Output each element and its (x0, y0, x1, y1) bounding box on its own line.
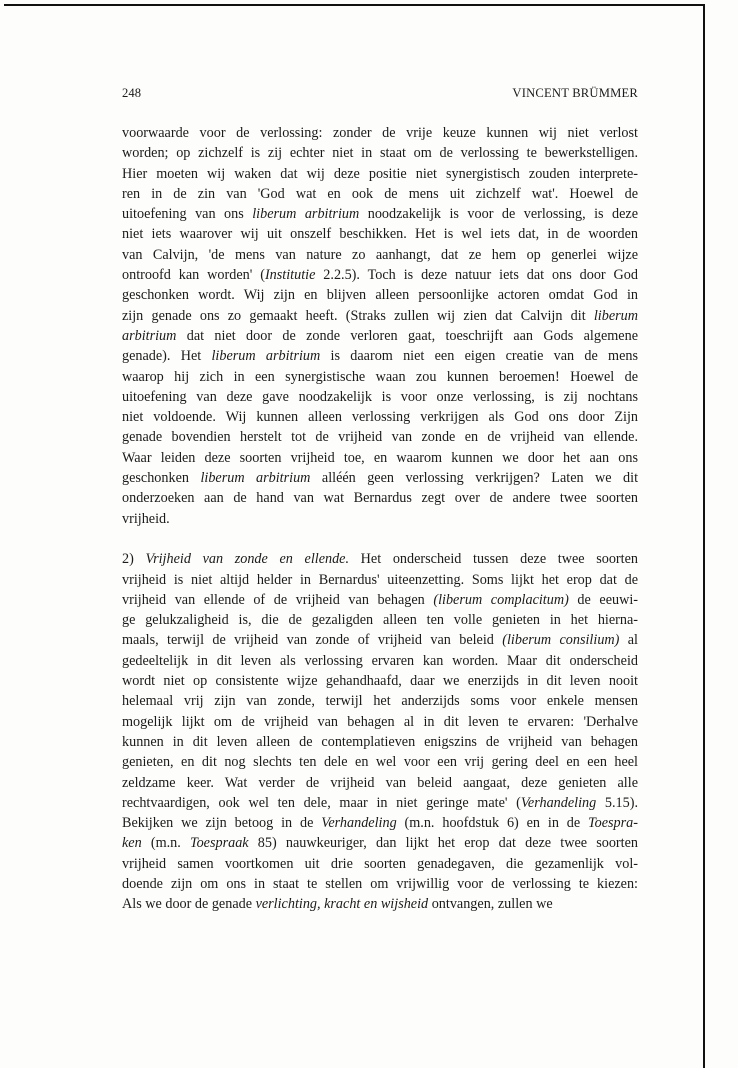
text-run: genade). Het (122, 348, 212, 365)
text-line (122, 854, 638, 874)
italic-text: ken (122, 835, 142, 852)
text-run: 5.15). (596, 794, 638, 811)
italic-text: Vrijheid van zonde en ellende. (145, 551, 350, 568)
text-run: zijn genade ons zo gemaakt heeft. (Straks zullen wij zien dat Calvijn dit (122, 307, 594, 324)
page-number: 248 (122, 86, 142, 100)
text-run: Bekijken we zijn betoog in de (122, 815, 322, 832)
text-line (122, 590, 638, 610)
text-run: noodzakelijk is voor de verlossing, is deze (359, 206, 639, 223)
text-line (122, 732, 638, 752)
text-run: geschonken (122, 470, 201, 487)
italic-text: (liberum complacitum) (433, 591, 569, 608)
italic-text: Institutie (264, 267, 316, 284)
text-run: uitoefening van ons (122, 206, 253, 223)
text-run: genieten, en dit nog slechts ten dele en wel voor een vrij gering deel en een heel (122, 754, 638, 771)
text-run: is daarom niet een eigen creatie van de mens (320, 348, 639, 365)
text-run: van Calvijn, 'de mens van nature zo aanhangt, dat ze hem op generlei wijze (122, 246, 638, 263)
italic-text: Verhandeling (520, 794, 597, 811)
text-line (122, 712, 638, 732)
text-run: Als we door de genade (122, 896, 256, 913)
text-run: maals, terwijl de vrijheid van zonde of vrijheid van beleid (122, 632, 503, 649)
text-run: ontroofd kan worden' ( (122, 267, 265, 284)
text-run: niet iets waarover wij uit onszelf beschikken. Het is wel iets dat, in de woorden (122, 226, 638, 243)
text-line (122, 143, 638, 163)
italic-text: arbitrium (122, 327, 177, 344)
text-run: Het onderscheid tussen deze twee soorten (349, 551, 638, 568)
text-run: doende zijn om ons in staat te stellen om vrijwillig voor de verlossing te kiezen: (122, 875, 638, 892)
running-head-author: VINCENT BRÜMMER (512, 86, 638, 100)
text-line (122, 346, 638, 366)
italic-text: liberum arbitrium (252, 206, 360, 223)
text-line (122, 224, 638, 244)
text-run: ontvangen, zullen we (428, 896, 553, 913)
text-run: helemaal vrij zijn van zonde, terwijl het anderzijds soms voor enkele mensen (122, 693, 638, 710)
text-run: alléén geen verlossing verkrijgen? Laten we dit (310, 470, 639, 487)
text-run: niet voldoende. Wij kunnen alleen verlossing verkrijgen als God ons door Zijn (122, 409, 638, 426)
text-run: voorwaarde voor de verlossing: zonder de vrije keuze kunnen wij niet verlost (122, 125, 638, 141)
text-run: ren in de zin van 'God wat en ook de mens uit zichzelf wat'. Hoewel de (122, 185, 638, 202)
text-run: uitoefening van deze gave noodzakelijk is voor onze verlossing, is zij nochtans (122, 388, 638, 405)
italic-text: Toespraak (190, 835, 249, 852)
text-line (122, 570, 638, 590)
text-line (122, 691, 638, 711)
text-line (122, 265, 638, 285)
text-line (122, 874, 638, 894)
text-run: 2.2.5). Toch is deze natuur iets dat ons door God (315, 267, 638, 284)
text-line (122, 204, 638, 224)
text-run: (m.n. hoofdstuk 6) en in de (396, 815, 589, 832)
text-run: waarop hij zich in een synergistische waan zou kunnen beroemen! Hoewel de (122, 368, 638, 385)
text-line (122, 793, 638, 813)
text-line (122, 245, 638, 265)
text-run: genade bovendien herstelt tot de vrijheid van zonde en de vrijheid van ellende. (122, 429, 638, 446)
text-line (122, 833, 638, 853)
text-run: dat niet door de zonde verloren gaat, toeschrijft aan Gods algemene (176, 327, 638, 344)
text-run: 85) nauwkeuriger, dan lijkt het erop dat deze twee soorten (248, 835, 638, 852)
text-line (122, 651, 638, 671)
italic-text: verlichting, kracht en wijsheid (255, 896, 429, 913)
text-run: (m.n. (141, 835, 190, 852)
italic-text: (liberum consilium) (502, 632, 620, 649)
text-line (122, 184, 638, 204)
text-run: 2) (122, 551, 146, 568)
text-line (122, 813, 638, 833)
text-run: gedeeltelijk in dit leven als verlossing ervaren kan worden. Maar dit onderscheid (122, 652, 638, 669)
text-line (122, 326, 638, 346)
text-run: wordt niet op consistente wijze gehandhaafd, daar we enerzijds in dit leven nooit (122, 673, 638, 690)
text-line (122, 387, 638, 407)
text-run: worden; op zichzelf is zij echter niet in staat om de verlossing te bewerkstelligen. (122, 145, 638, 162)
italic-text: Toespra- (588, 815, 638, 832)
text-run: onderzoeken aan de hand van wat Bernardus zegt over de andere twee soorten (122, 490, 638, 507)
text-run: kunnen in dit leven alleen de contemplatieven enigszins de vrijheid van behagen (122, 733, 638, 750)
italic-text: liberum arbitrium (211, 348, 321, 365)
text-line (122, 164, 638, 184)
text-run: Hier moeten wij waken dat wij deze positie niet synergistisch zouden interprete- (122, 165, 638, 182)
text-line (122, 549, 638, 569)
text-line (122, 448, 638, 468)
text-line (122, 671, 638, 691)
text-line (122, 630, 638, 650)
text-line (122, 285, 638, 305)
text-line (122, 407, 638, 427)
text-run: zeldzame keer. Wat verder de vrijheid van beleid aangaat, deze genieten alle (122, 774, 638, 791)
text-run: vrijheid is niet altijd helder in Bernardus' uiteenzetting. Soms lijkt het erop dat de (122, 571, 638, 588)
text-line (122, 306, 638, 326)
text-run: ge gelukzaligheid is, die de gezaligden alleen ten volle genieten in het hierna- (122, 612, 638, 629)
text-run: geschonken wordt. Wij zijn en blijven alleen persoonlijke actoren omdat God in (122, 287, 638, 304)
text-run: vrijheid samen voortkomen uit drie soorten genadegaven, die gezamenlijk vol- (122, 855, 638, 872)
text-run: de eeuwi- (568, 591, 638, 608)
text-line (122, 123, 638, 143)
text-run: mogelijk lijkt om de vrijheid van behagen al in dit leven te ervaren: 'Derhalve (122, 713, 638, 730)
italic-text: Verhandeling (321, 815, 397, 832)
text-line (122, 752, 638, 772)
text-line (122, 773, 638, 793)
text-line (122, 367, 638, 387)
text-run: vrijheid van ellende of de vrijheid van behagen (122, 591, 434, 608)
text-line (122, 468, 638, 488)
italic-text: liberum (593, 307, 638, 324)
text-run: al (619, 632, 638, 649)
paragraph-gap (122, 529, 638, 549)
text-line (122, 894, 638, 914)
text-line (122, 427, 638, 447)
text-run: vrijheid. (122, 510, 170, 527)
body-text (122, 123, 638, 915)
text-run: Waar leiden deze soorten vrijheid toe, en waarom kunnen we door het aan ons (122, 449, 638, 466)
scan-border-top (4, 4, 704, 6)
text-run: rechtvaardigen, ook wel ten dele, maar in niet geringe mate' ( (122, 794, 521, 811)
text-line (122, 509, 638, 529)
scan-border-right (703, 4, 705, 1068)
text-line (122, 610, 638, 630)
text-line (122, 488, 638, 508)
italic-text: liberum arbitrium (200, 470, 311, 487)
